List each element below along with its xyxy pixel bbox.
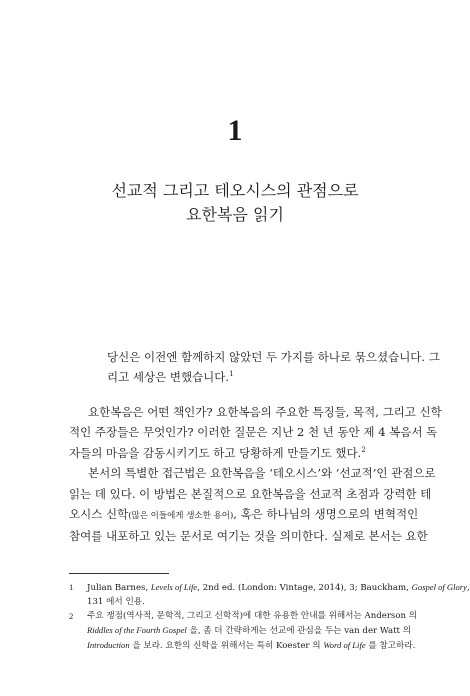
chapter-title-line-2: 요한복음 읽기 [186,205,284,224]
footnote-1-publication: , 2nd ed. (London: Vintage, 2014), 3; Bauckham, [197,583,412,593]
footnote-2-line-2 [87,623,417,638]
paragraph-1-line-3-text: 자들의 마음을 감동시키기도 하고 당황하게 만들기도 했다. [69,445,362,460]
footnote-divider [69,573,169,574]
footnote-1-text [87,580,470,609]
footnote-1-comma: , [467,583,470,593]
footnote-2-line-3-text: 을 보라. 요한의 신학을 위해서는 특히 Koester 의 [129,641,324,651]
footnote-2-line-1: 주요 쟁점(역사적, 문학적, 그리고 신학적)에 대한 유용한 안내를 위해서는 Anderson 의 [87,611,418,621]
footnote-marker-1: 1 [229,370,234,379]
chapter-number: 1 [227,114,243,147]
paragraph-1-line-1: 요한복음은 어떤 책인가? 요한복음의 주요한 특징들, 목적, 그리고 신학 [88,405,442,419]
footnotes [69,580,470,653]
footnote-1-book-title: Levels of Life [150,582,198,592]
footnote-1-line-1 [87,580,470,595]
footnote-marker-2: 2 [361,445,366,454]
chapter-title-line-1: 선교적 그리고 테오시스의 관점으로 [111,181,359,200]
paragraph-2-line-3-b: , 혹은 하나님의 생명으로의 변혁적인 [233,507,419,522]
chapter-title [0,179,470,227]
footnote-1-author: Julian Barnes, [87,583,151,593]
footnote-1-line-2: 131 에서 인용. [87,597,145,607]
epigraph-line-2 [88,367,408,387]
footnote-2-line-3-end: 를 참고하라. [365,641,416,651]
footnote-2-line-2-text: 을, 좀 더 간략하게는 선교에 관심을 두는 van der Watt 의 [186,626,412,636]
paragraph-2-line-4: 참여를 내포하고 있는 문서로 여기는 것을 의미한다. 실제로 본서는 요한 [69,529,428,544]
paragraph-2-parenthetical: (많은 이들에게 생소한 용어) [128,511,234,522]
paragraph-2-line-3-a: 오시스 신학 [69,507,129,522]
paragraph-2-line-3 [69,504,419,526]
footnote-1 [69,580,470,609]
footnote-1-number: 1 [69,582,74,592]
paragraph-1-line-3 [69,443,409,463]
footnote-1-source-title: Gospel of Glory [411,582,467,592]
footnote-2-line-3 [87,638,417,653]
epigraph-line-2-text: 리고 세상은 변했습니다. [107,370,230,384]
footnote-2-book-title: Riddles of the Fourth Gospel [87,625,187,635]
epigraph-line-1: 당신은 이전엔 함께하지 않았던 두 가지를 하나로 묶으셨습니다. 그 [107,350,440,364]
epigraph [88,347,440,387]
footnote-2 [69,609,418,653]
body-text [69,402,442,547]
footnote-2-number: 2 [69,611,74,621]
footnote-2-intro-title: Introduction [87,640,130,650]
footnote-2-text [87,609,417,653]
paragraph-2-line-2: 읽는 데 있다. 이 방법은 본질적으로 요한복음을 선교적 초점과 강력한 테 [69,486,432,501]
paragraph-1-line-2: 적인 주장들은 무엇인가? 이러한 질문은 지난 2 천 년 동안 제 4 복음서 독 [69,425,438,440]
paragraph-2-line-1: 본서의 특별한 접근법은 요한복음을 ‘테오시스’와 ‘선교적’인 관점으로 [88,466,436,481]
footnote-2-word-of-life-title: Word of Life [323,640,366,650]
